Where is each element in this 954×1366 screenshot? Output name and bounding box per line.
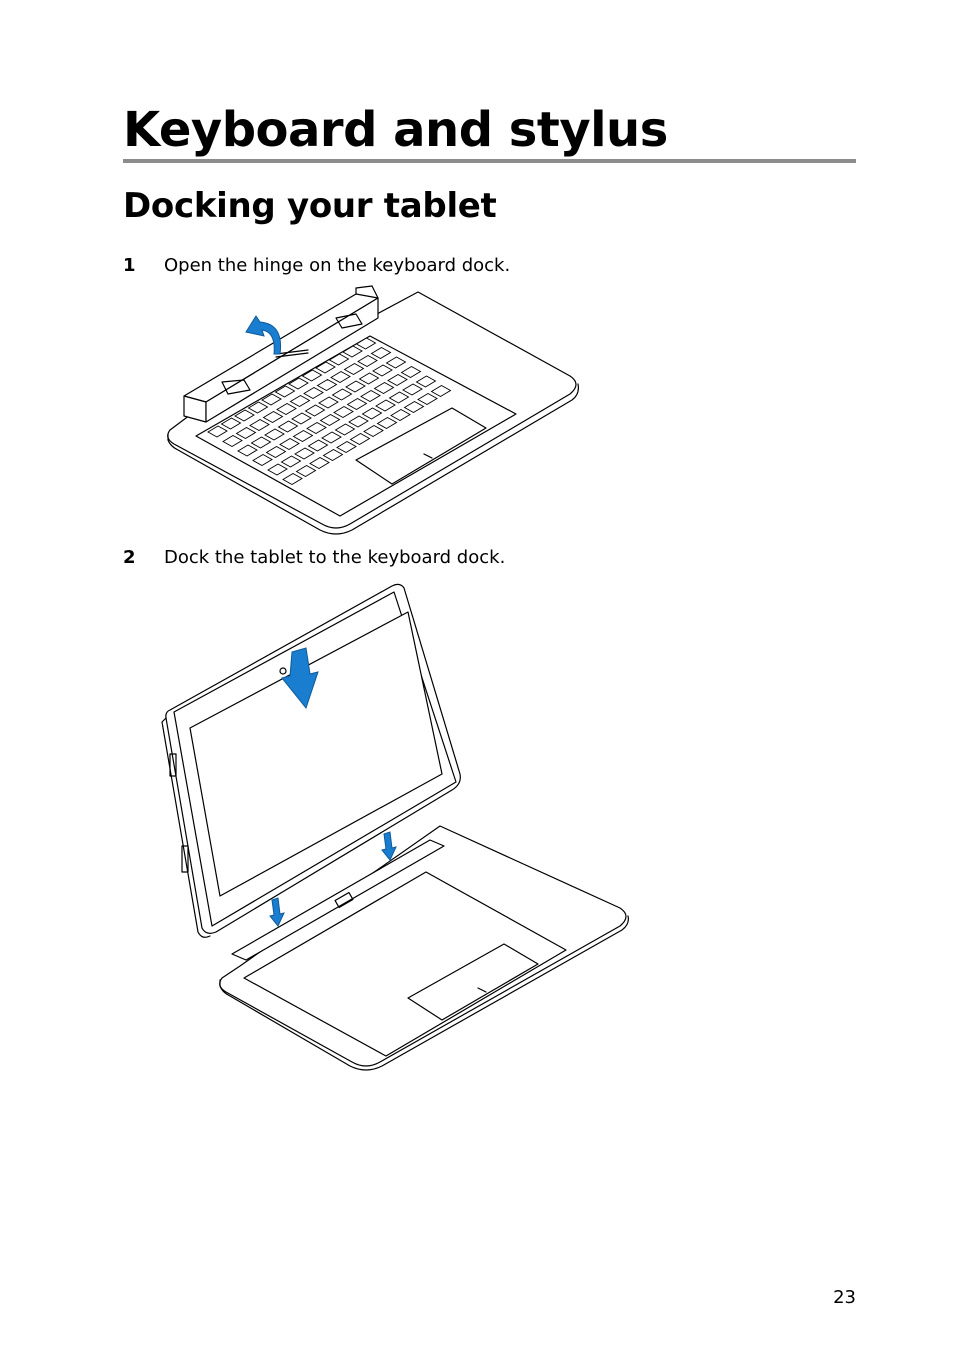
chapter-title: Keyboard and stylus (123, 102, 668, 158)
chapter-title-rule (123, 159, 856, 163)
step-2-number: 2 (123, 547, 136, 568)
keyboard-dock-drawing (168, 286, 579, 534)
step-1-number: 1 (123, 255, 136, 276)
figure-dock-tablet (160, 578, 640, 1078)
page-number: 23 (833, 1287, 856, 1308)
step-2-text: Dock the tablet to the keyboard dock. (164, 547, 506, 568)
left-dock-arrow (270, 898, 284, 926)
step-1 (123, 254, 510, 278)
section-title: Docking your tablet (123, 186, 497, 226)
right-dock-arrow (382, 832, 396, 860)
step-2 (123, 546, 505, 570)
step-1-text: Open the hinge on the keyboard dock. (164, 255, 511, 276)
figure-open-hinge (160, 284, 590, 536)
